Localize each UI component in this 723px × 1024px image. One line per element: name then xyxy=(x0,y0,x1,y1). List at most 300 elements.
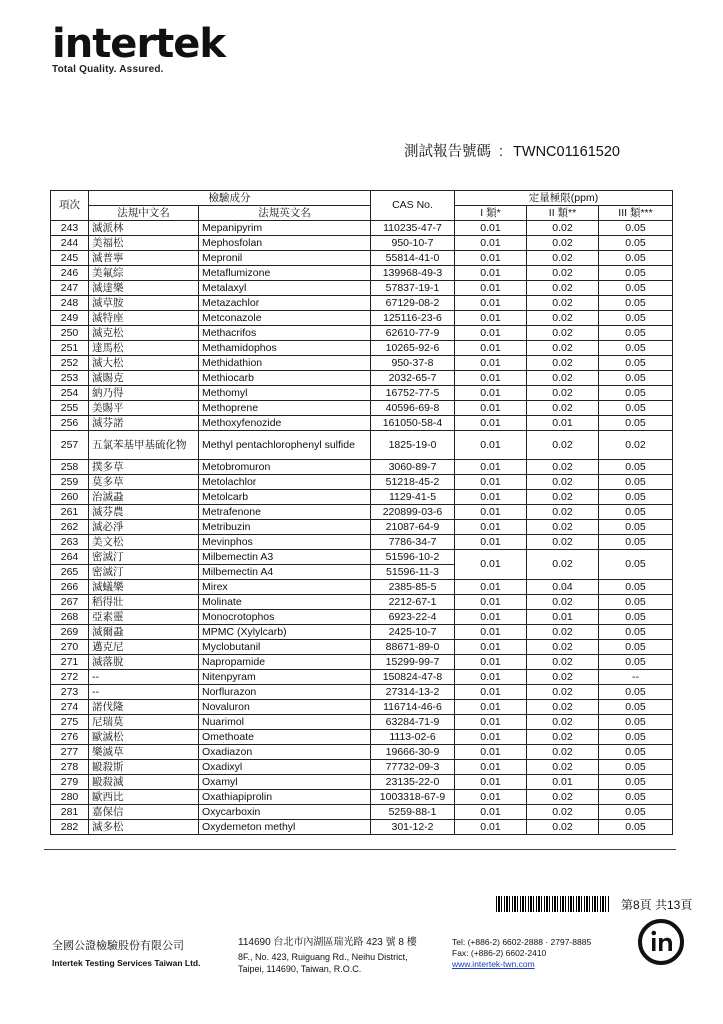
cell-class-3: 0.05 xyxy=(599,490,673,505)
cell-item-no: 269 xyxy=(51,625,89,640)
cell-cas: 77732-09-3 xyxy=(371,760,455,775)
cell-class-2: 0.02 xyxy=(527,820,599,835)
cell-class-3: 0.05 xyxy=(599,296,673,311)
cell-cas: 40596-69-8 xyxy=(371,401,455,416)
cell-en-name: Methyl pentachlorophenyl sulfide xyxy=(199,431,371,460)
cell-class-3: 0.05 xyxy=(599,475,673,490)
cell-class-1: 0.01 xyxy=(455,371,527,386)
cell-class-3: -- xyxy=(599,670,673,685)
cell-en-name: Methiocarb xyxy=(199,371,371,386)
cell-cas: 57837-19-1 xyxy=(371,281,455,296)
cell-zh-name: 邁克尼 xyxy=(89,640,199,655)
cell-en-name: Norflurazon xyxy=(199,685,371,700)
cell-cas: 950-10-7 xyxy=(371,236,455,251)
cell-item-no: 247 xyxy=(51,281,89,296)
company-block xyxy=(52,937,200,968)
cell-cas: 6923-22-4 xyxy=(371,610,455,625)
cell-class-3: 0.05 xyxy=(599,221,673,236)
cell-item-no: 259 xyxy=(51,475,89,490)
cell-class-3: 0.05 xyxy=(599,281,673,296)
cell-class-2: 0.02 xyxy=(527,670,599,685)
cell-class-3: 0.05 xyxy=(599,416,673,431)
cell-class-2: 0.02 xyxy=(527,431,599,460)
header-class-3: III 類*** xyxy=(599,206,673,221)
cell-class-2: 0.02 xyxy=(527,715,599,730)
cell-en-name: Oxadixyl xyxy=(199,760,371,775)
cell-cas: 19666-30-9 xyxy=(371,745,455,760)
cell-class-1: 0.01 xyxy=(455,595,527,610)
cell-en-name: Milbemectin A4 xyxy=(199,565,371,580)
cell-item-no: 255 xyxy=(51,401,89,416)
cell-cas: 2032-65-7 xyxy=(371,371,455,386)
cell-class-2: 0.02 xyxy=(527,251,599,266)
table-row xyxy=(51,221,673,236)
cell-class-1: 0.01 xyxy=(455,341,527,356)
cell-zh-name: 美福松 xyxy=(89,236,199,251)
cell-en-name: Omethoate xyxy=(199,730,371,745)
cell-item-no: 250 xyxy=(51,326,89,341)
cell-item-no: 267 xyxy=(51,595,89,610)
cell-zh-name: 歐西比 xyxy=(89,790,199,805)
table-row xyxy=(51,401,673,416)
table-row xyxy=(51,326,673,341)
cell-zh-name: 美文松 xyxy=(89,535,199,550)
report-number-value: TWNC01161520 xyxy=(513,144,620,160)
cell-cas: 950-37-8 xyxy=(371,356,455,371)
cell-class-3: 0.05 xyxy=(599,401,673,416)
cell-class-2: 0.02 xyxy=(527,520,599,535)
cell-item-no: 261 xyxy=(51,505,89,520)
cell-item-no: 245 xyxy=(51,251,89,266)
cell-zh-name: 諾伐隆 xyxy=(89,700,199,715)
table-row xyxy=(51,655,673,670)
cell-cas: 2425-10-7 xyxy=(371,625,455,640)
contact-block xyxy=(452,937,591,970)
table-row xyxy=(51,386,673,401)
cell-item-no: 254 xyxy=(51,386,89,401)
cell-class-3: 0.05 xyxy=(599,356,673,371)
cell-class-3: 0.05 xyxy=(599,730,673,745)
cell-class-2: 0.02 xyxy=(527,371,599,386)
cell-class-1: 0.01 xyxy=(455,790,527,805)
cell-item-no: 248 xyxy=(51,296,89,311)
cell-class-1: 0.01 xyxy=(455,416,527,431)
cell-en-name: MPMC (Xylylcarb) xyxy=(199,625,371,640)
table-row xyxy=(51,790,673,805)
cell-zh-name: 嘉保信 xyxy=(89,805,199,820)
table-row xyxy=(51,460,673,475)
table-row xyxy=(51,610,673,625)
cell-class-3: 0.05 xyxy=(599,685,673,700)
cell-en-name: Metobromuron xyxy=(199,460,371,475)
cell-class-1: 0.01 xyxy=(455,505,527,520)
cell-class-2: 0.02 xyxy=(527,745,599,760)
cell-class-1: 0.01 xyxy=(455,251,527,266)
cell-class-1: 0.01 xyxy=(455,820,527,835)
cell-zh-name: 滅派林 xyxy=(89,221,199,236)
cell-en-name: Oxathiapiprolin xyxy=(199,790,371,805)
cell-class-3: 0.05 xyxy=(599,775,673,790)
cell-class-3: 0.05 xyxy=(599,640,673,655)
cell-class-3: 0.05 xyxy=(599,610,673,625)
cell-item-no: 252 xyxy=(51,356,89,371)
cell-en-name: Napropamide xyxy=(199,655,371,670)
cell-class-2: 0.02 xyxy=(527,341,599,356)
table-row xyxy=(51,760,673,775)
cell-cas: 2212-67-1 xyxy=(371,595,455,610)
header-item-no: 項次 xyxy=(51,191,89,221)
cell-class-2: 0.02 xyxy=(527,685,599,700)
cell-class-2: 0.02 xyxy=(527,311,599,326)
cell-cas: 21087-64-9 xyxy=(371,520,455,535)
cell-class-2: 0.02 xyxy=(527,655,599,670)
cell-class-3: 0.05 xyxy=(599,595,673,610)
cell-class-1: 0.01 xyxy=(455,550,527,580)
cell-en-name: Metaflumizone xyxy=(199,266,371,281)
table-row xyxy=(51,431,673,460)
address-en-line1: 8F., No. 423, Ruiguang Rd., Neihu District, xyxy=(238,952,408,962)
cell-zh-name: 密滅汀 xyxy=(89,565,199,580)
cell-class-1: 0.01 xyxy=(455,580,527,595)
cell-item-no: 251 xyxy=(51,341,89,356)
cell-en-name: Metolcarb xyxy=(199,490,371,505)
cell-zh-name: 密滅汀 xyxy=(89,550,199,565)
header-component: 檢驗成分 xyxy=(89,191,371,206)
cell-class-2: 0.02 xyxy=(527,700,599,715)
cell-zh-name: 滅多松 xyxy=(89,820,199,835)
cell-class-3: 0.05 xyxy=(599,341,673,356)
cell-cas: 220899-03-6 xyxy=(371,505,455,520)
table-row xyxy=(51,730,673,745)
table-row xyxy=(51,371,673,386)
cell-cas: 16752-77-5 xyxy=(371,386,455,401)
cell-cas: 301-12-2 xyxy=(371,820,455,835)
cell-item-no: 256 xyxy=(51,416,89,431)
table-row xyxy=(51,266,673,281)
cell-en-name: Nitenpyram xyxy=(199,670,371,685)
cell-class-2: 0.02 xyxy=(527,790,599,805)
cell-class-1: 0.01 xyxy=(455,715,527,730)
cell-item-no: 271 xyxy=(51,655,89,670)
cell-cas: 116714-46-6 xyxy=(371,700,455,715)
table-row xyxy=(51,281,673,296)
company-name-zh: 全國公證檢驗股份有限公司 xyxy=(52,940,184,952)
cell-en-name: Oxydemeton methyl xyxy=(199,820,371,835)
cell-zh-name: 尼瑞莫 xyxy=(89,715,199,730)
cell-class-1: 0.01 xyxy=(455,475,527,490)
cell-cas: 15299-99-7 xyxy=(371,655,455,670)
cell-class-1: 0.01 xyxy=(455,401,527,416)
cell-cas: 63284-71-9 xyxy=(371,715,455,730)
cell-item-no: 281 xyxy=(51,805,89,820)
cell-class-1: 0.01 xyxy=(455,236,527,251)
intertek-seal-icon xyxy=(637,918,685,966)
cell-class-2: 0.02 xyxy=(527,535,599,550)
cell-class-2: 0.02 xyxy=(527,356,599,371)
cell-zh-name: 滅草胺 xyxy=(89,296,199,311)
report-number-label: 測試報告號碼 xyxy=(404,144,491,160)
table-row xyxy=(51,595,673,610)
company-name-en: Intertek Testing Services Taiwan Ltd. xyxy=(52,958,201,968)
cell-item-no: 266 xyxy=(51,580,89,595)
cell-zh-name: 撲多草 xyxy=(89,460,199,475)
cell-cas: 7786-34-7 xyxy=(371,535,455,550)
cell-class-1: 0.01 xyxy=(455,670,527,685)
cell-class-3: 0.05 xyxy=(599,386,673,401)
cell-zh-name: 滅爾蝨 xyxy=(89,625,199,640)
cell-class-1: 0.01 xyxy=(455,745,527,760)
cell-zh-name: 滅芬諾 xyxy=(89,416,199,431)
cell-cas: 88671-89-0 xyxy=(371,640,455,655)
cell-class-3: 0.05 xyxy=(599,700,673,715)
cell-zh-name: 滅芬農 xyxy=(89,505,199,520)
cell-cas: 2385-85-5 xyxy=(371,580,455,595)
cell-cas: 67129-08-2 xyxy=(371,296,455,311)
header-class-2: II 類** xyxy=(527,206,599,221)
cell-en-name: Oxycarboxin xyxy=(199,805,371,820)
cell-en-name: Milbemectin A3 xyxy=(199,550,371,565)
cell-class-2: 0.02 xyxy=(527,730,599,745)
cell-en-name: Metconazole xyxy=(199,311,371,326)
cell-class-3: 0.05 xyxy=(599,266,673,281)
table-row xyxy=(51,775,673,790)
cell-cas: 23135-22-0 xyxy=(371,775,455,790)
cell-zh-name: 達馬松 xyxy=(89,341,199,356)
cell-cas: 161050-58-4 xyxy=(371,416,455,431)
header-en-name: 法規英文名 xyxy=(199,206,371,221)
cell-en-name: Methidathion xyxy=(199,356,371,371)
cell-class-1: 0.01 xyxy=(455,640,527,655)
cell-class-2: 0.02 xyxy=(527,550,599,580)
cell-en-name: Oxadiazon xyxy=(199,745,371,760)
table-row xyxy=(51,311,673,326)
cell-en-name: Metribuzin xyxy=(199,520,371,535)
cell-en-name: Mevinphos xyxy=(199,535,371,550)
cell-class-2: 0.02 xyxy=(527,460,599,475)
header-limit: 定量極限(ppm) xyxy=(455,191,673,206)
table-row xyxy=(51,805,673,820)
cell-zh-name: 毆殺滅 xyxy=(89,775,199,790)
cell-class-1: 0.01 xyxy=(455,700,527,715)
cell-item-no: 279 xyxy=(51,775,89,790)
cell-cas: 139968-49-3 xyxy=(371,266,455,281)
cell-class-3: 0.05 xyxy=(599,505,673,520)
cell-item-no: 272 xyxy=(51,670,89,685)
cell-class-2: 0.02 xyxy=(527,266,599,281)
cell-class-1: 0.01 xyxy=(455,775,527,790)
cell-en-name: Nuarimol xyxy=(199,715,371,730)
cell-class-2: 0.02 xyxy=(527,625,599,640)
address-zh: 114690 台北市內湖區瑞光路 423 號 8 樓 xyxy=(238,937,417,948)
cell-item-no: 246 xyxy=(51,266,89,281)
cell-class-3: 0.05 xyxy=(599,760,673,775)
report-number-line xyxy=(404,140,620,161)
cell-cas: 125116-23-6 xyxy=(371,311,455,326)
cell-item-no: 262 xyxy=(51,520,89,535)
cell-class-3: 0.05 xyxy=(599,715,673,730)
cell-cas: 62610-77-9 xyxy=(371,326,455,341)
cell-class-2: 0.04 xyxy=(527,580,599,595)
cell-cas: 1113-02-6 xyxy=(371,730,455,745)
table-row xyxy=(51,416,673,431)
cell-zh-name: 樂滅草 xyxy=(89,745,199,760)
cell-item-no: 265 xyxy=(51,565,89,580)
table-row xyxy=(51,745,673,760)
cell-en-name: Methoxyfenozide xyxy=(199,416,371,431)
cell-cas: 1003318-67-9 xyxy=(371,790,455,805)
cell-en-name: Mephosfolan xyxy=(199,236,371,251)
cell-class-1: 0.01 xyxy=(455,296,527,311)
cell-class-1: 0.01 xyxy=(455,221,527,236)
cell-item-no: 274 xyxy=(51,700,89,715)
barcode xyxy=(496,896,610,912)
table-row xyxy=(51,520,673,535)
cell-item-no: 275 xyxy=(51,715,89,730)
cell-zh-name: 滅必淨 xyxy=(89,520,199,535)
cell-class-3: 0.05 xyxy=(599,311,673,326)
cell-class-3: 0.05 xyxy=(599,251,673,266)
table-row xyxy=(51,550,673,565)
cell-class-1: 0.01 xyxy=(455,520,527,535)
cell-en-name: Methomyl xyxy=(199,386,371,401)
cell-class-1: 0.01 xyxy=(455,655,527,670)
fax-line: Fax: (+886-2) 6602-2410 xyxy=(452,948,547,958)
cell-class-2: 0.02 xyxy=(527,805,599,820)
cell-zh-name: 滅大松 xyxy=(89,356,199,371)
cell-en-name: Methamidophos xyxy=(199,341,371,356)
cell-cas: 1825-19-0 xyxy=(371,431,455,460)
cell-item-no: 278 xyxy=(51,760,89,775)
cell-zh-name: 美氟綜 xyxy=(89,266,199,281)
cell-en-name: Mepanipyrim xyxy=(199,221,371,236)
address-block xyxy=(238,937,417,975)
header-class-1: I 類* xyxy=(455,206,527,221)
tel-line: Tel: (+886-2) 6602-2888 · 2797-8885 xyxy=(452,937,592,947)
cell-item-no: 244 xyxy=(51,236,89,251)
cell-en-name: Novaluron xyxy=(199,700,371,715)
cell-class-1: 0.01 xyxy=(455,685,527,700)
cell-cas: 51218-45-2 xyxy=(371,475,455,490)
cell-zh-name: 滅賜克 xyxy=(89,371,199,386)
cell-item-no: 260 xyxy=(51,490,89,505)
table-row xyxy=(51,341,673,356)
table-row xyxy=(51,700,673,715)
table-row xyxy=(51,685,673,700)
cell-en-name: Metrafenone xyxy=(199,505,371,520)
website-link[interactable]: www.intertek-twn.com xyxy=(452,959,535,969)
cell-class-3: 0.05 xyxy=(599,460,673,475)
intertek-logo xyxy=(52,22,225,75)
cell-class-2: 0.02 xyxy=(527,475,599,490)
footer-divider xyxy=(44,849,676,850)
cell-class-1: 0.01 xyxy=(455,431,527,460)
cell-item-no: 282 xyxy=(51,820,89,835)
cell-class-2: 0.02 xyxy=(527,281,599,296)
cell-cas: 1129-41-5 xyxy=(371,490,455,505)
cell-cas: 150824-47-8 xyxy=(371,670,455,685)
table-row xyxy=(51,475,673,490)
table-row xyxy=(51,625,673,640)
cell-zh-name: 美賜平 xyxy=(89,401,199,416)
cell-class-1: 0.01 xyxy=(455,610,527,625)
cell-class-1: 0.01 xyxy=(455,326,527,341)
cell-class-3: 0.05 xyxy=(599,371,673,386)
cell-zh-name: 滅達樂 xyxy=(89,281,199,296)
cell-cas: 110235-47-7 xyxy=(371,221,455,236)
table-row xyxy=(51,580,673,595)
cell-class-1: 0.01 xyxy=(455,460,527,475)
header-cas: CAS No. xyxy=(371,191,455,221)
table-row xyxy=(51,715,673,730)
cell-en-name: Methoprene xyxy=(199,401,371,416)
cell-class-2: 0.02 xyxy=(527,221,599,236)
cell-class-1: 0.01 xyxy=(455,625,527,640)
table-row xyxy=(51,251,673,266)
cell-class-3: 0.05 xyxy=(599,580,673,595)
cell-zh-name: -- xyxy=(89,670,199,685)
header-zh-name: 法規中文名 xyxy=(89,206,199,221)
cell-item-no: 264 xyxy=(51,550,89,565)
cell-class-2: 0.02 xyxy=(527,490,599,505)
cell-class-3: 0.05 xyxy=(599,535,673,550)
cell-zh-name: 五氯苯基甲基硫化物 xyxy=(89,431,199,460)
cell-class-3: 0.05 xyxy=(599,805,673,820)
table-row xyxy=(51,356,673,371)
cell-class-1: 0.01 xyxy=(455,760,527,775)
cell-item-no: 270 xyxy=(51,640,89,655)
cell-zh-name: 亞素靈 xyxy=(89,610,199,625)
cell-cas: 10265-92-6 xyxy=(371,341,455,356)
cell-class-2: 0.02 xyxy=(527,386,599,401)
cell-zh-name: 滅普寧 xyxy=(89,251,199,266)
pesticide-limits-table xyxy=(50,190,673,835)
cell-en-name: Metalaxyl xyxy=(199,281,371,296)
cell-zh-name: 滅克松 xyxy=(89,326,199,341)
cell-class-2: 0.01 xyxy=(527,775,599,790)
report-number-separator: : xyxy=(499,144,504,160)
cell-class-1: 0.01 xyxy=(455,490,527,505)
cell-item-no: 268 xyxy=(51,610,89,625)
cell-class-1: 0.01 xyxy=(455,311,527,326)
cell-class-3: 0.02 xyxy=(599,431,673,460)
cell-item-no: 280 xyxy=(51,790,89,805)
cell-class-2: 0.01 xyxy=(527,416,599,431)
cell-cas: 5259-88-1 xyxy=(371,805,455,820)
cell-class-2: 0.02 xyxy=(527,236,599,251)
cell-class-3: 0.05 xyxy=(599,655,673,670)
table-row xyxy=(51,820,673,835)
table-row xyxy=(51,505,673,520)
cell-class-2: 0.02 xyxy=(527,505,599,520)
table-row xyxy=(51,296,673,311)
cell-class-2: 0.02 xyxy=(527,296,599,311)
cell-en-name: Molinate xyxy=(199,595,371,610)
cell-class-3: 0.05 xyxy=(599,625,673,640)
cell-item-no: 277 xyxy=(51,745,89,760)
table-row xyxy=(51,490,673,505)
cell-en-name: Myclobutanil xyxy=(199,640,371,655)
cell-zh-name: 治滅蝨 xyxy=(89,490,199,505)
cell-cas: 51596-11-3 xyxy=(371,565,455,580)
logo-wordmark: intertek xyxy=(52,21,226,67)
cell-class-3: 0.05 xyxy=(599,790,673,805)
table-row xyxy=(51,236,673,251)
address-en-line2: Taipei, 114690, Taiwan, R.O.C. xyxy=(238,964,362,974)
cell-zh-name: 歐滅松 xyxy=(89,730,199,745)
page-indicator: 第8頁 共13頁 xyxy=(621,898,693,912)
cell-item-no: 258 xyxy=(51,460,89,475)
cell-item-no: 273 xyxy=(51,685,89,700)
